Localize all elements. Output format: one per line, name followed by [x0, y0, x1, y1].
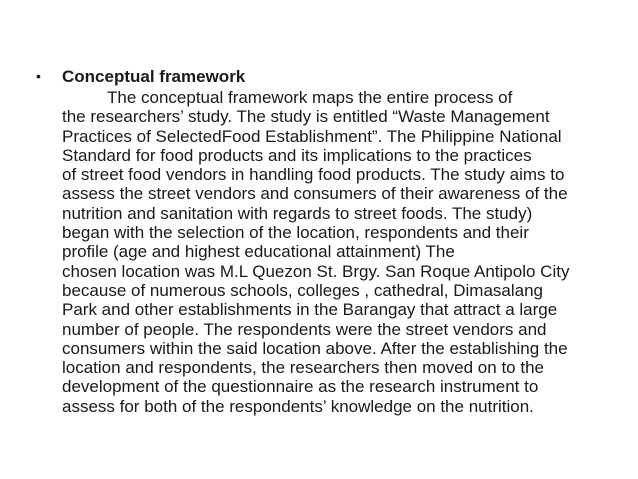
- paragraph-line: assess for both of the respondents’ knowledge on the nutrition.: [62, 396, 534, 416]
- section-heading: Conceptual framework: [62, 67, 246, 86]
- paragraph-line: nutrition and sanitation with regards to street foods. The study): [62, 203, 533, 223]
- bullet-marker: •: [36, 68, 41, 84]
- paragraph-line: Park and other establishments in the Barangay that attract a large: [62, 300, 558, 320]
- paragraph-line: began with the selection of the location, respondents and their: [62, 223, 529, 243]
- body-paragraph: [62, 88, 622, 416]
- paragraph-line: consumers within the said location above. After the establishing the: [62, 338, 568, 358]
- paragraph-line: number of people. The respondents were the street vendors and: [62, 319, 547, 339]
- paragraph-line: the researchers’ study. The study is entitled “Waste Management: [62, 107, 550, 127]
- paragraph-line: of street food vendors in handling food products. The study aims to: [62, 165, 565, 185]
- paragraph-line: location and respondents, the researchers then moved on to the: [62, 358, 544, 378]
- paragraph-line: assess the street vendors and consumers of their awareness of the: [62, 184, 568, 204]
- paragraph-line: chosen location was M.L Quezon St. Brgy. San Roque Antipolo City: [62, 261, 570, 281]
- paragraph-line: Standard for food products and its implications to the practices: [62, 145, 532, 165]
- paragraph-line: profile (age and highest educational attainment) The: [62, 242, 455, 262]
- paragraph-line: because of numerous schools, colleges , cathedral, Dimasalang: [62, 280, 543, 300]
- paragraph-line: Practices of SelectedFood Establishment”. The Philippine National: [62, 126, 562, 146]
- paragraph-line: The conceptual framework maps the entire process of: [107, 88, 513, 107]
- paragraph-line: development of the questionnaire as the research instrument to: [62, 377, 539, 397]
